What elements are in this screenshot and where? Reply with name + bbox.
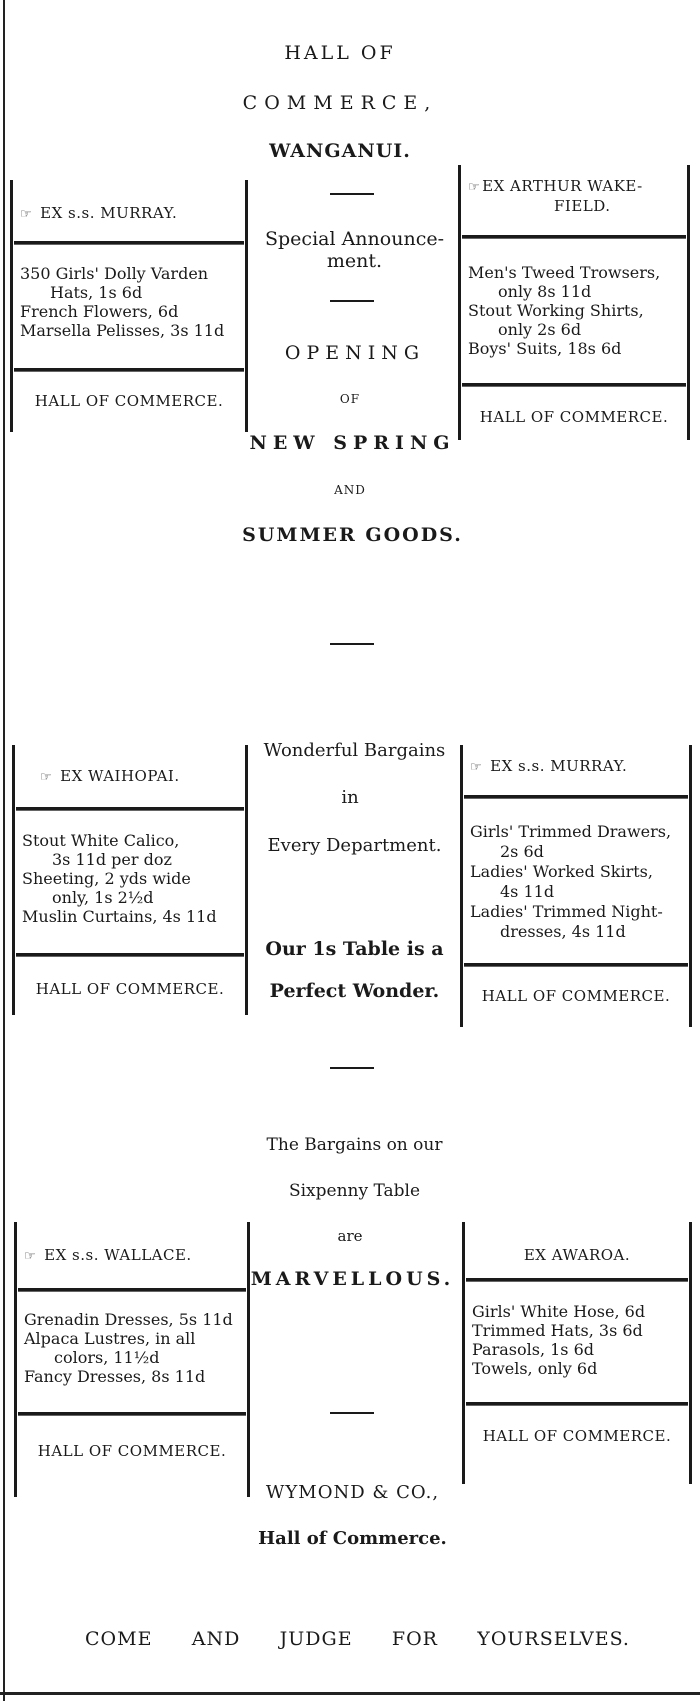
divider — [330, 643, 374, 645]
list-item: Sheeting, 2 yds wide — [22, 869, 191, 888]
summer-goods-heading: SUMMER GOODS. — [242, 524, 463, 546]
marvellous-heading: MARVELLOUS. — [250, 1268, 455, 1290]
box-item-list — [470, 822, 684, 942]
one-shilling-table-line-2: Perfect Wonder. — [269, 980, 440, 1002]
list-item: Boys' Suits, 18s 6d — [468, 339, 622, 358]
divider — [330, 300, 374, 302]
box-footer: HALL OF COMMERCE. — [482, 1427, 672, 1445]
pointing-hand-icon: ☞ — [40, 770, 53, 785]
box-heading: ☞ EX WAIHOPAI. — [40, 767, 180, 785]
list-item: Men's Tweed Trowsers, — [468, 263, 661, 282]
opening-heading: OPENING — [284, 342, 426, 364]
new-spring-heading: NEW SPRING — [249, 432, 456, 454]
come-and-judge-line: COME AND JUDGE FOR YOURSELVES. — [85, 1628, 630, 1650]
box-ex-murray-1 — [10, 180, 248, 432]
divider — [330, 193, 374, 195]
list-item: Fancy Dresses, 8s 11d — [24, 1367, 206, 1386]
list-item: Stout White Calico, — [22, 831, 180, 850]
box-item-list — [468, 263, 682, 358]
list-item: Marsella Pelisses, 3s 11d — [20, 321, 225, 340]
of-text: OF — [339, 392, 361, 406]
pointing-hand-icon: ☞ — [20, 207, 33, 222]
left-column-rule — [3, 0, 5, 1701]
box-heading: ☞ EX ARTHUR WAKE- FIELD. — [468, 177, 643, 215]
header-line-2: COMMERCE, — [242, 92, 438, 114]
box-ex-arthur-wakefield — [458, 165, 690, 440]
list-item: 350 Girls' Dolly Varden — [20, 264, 209, 283]
box-ex-wallace — [14, 1222, 250, 1497]
box-footer: HALL OF COMMERCE. — [34, 392, 224, 410]
divider — [330, 1412, 374, 1414]
hall-of-commerce-sign: Hall of Commerce. — [258, 1528, 447, 1549]
list-item: Trimmed Hats, 3s 6d — [472, 1321, 643, 1340]
box-heading: ☞ EX s.s. MURRAY. — [470, 757, 628, 775]
box-ex-murray-2 — [460, 745, 692, 1027]
list-item: dresses, 4s 11d — [500, 922, 626, 941]
list-item: Girls' White Hose, 6d — [472, 1302, 646, 1321]
list-item: only 2s 6d — [498, 320, 582, 339]
list-item: only 8s 11d — [498, 282, 592, 301]
box-heading: EX AWAROA. — [523, 1246, 631, 1264]
list-item: colors, 11½d — [54, 1348, 160, 1367]
box-footer: HALL OF COMMERCE. — [35, 980, 225, 998]
box-heading: ☞ EX s.s. MURRAY. — [20, 204, 178, 222]
list-item: Girls' Trimmed Drawers, — [470, 822, 672, 841]
one-shilling-table-line-1: Our 1s Table is a — [265, 938, 444, 960]
in-text: in — [341, 787, 359, 808]
and-text: AND — [334, 483, 366, 497]
box-footer: HALL OF COMMERCE. — [479, 408, 669, 426]
list-item: Parasols, 1s 6d — [472, 1340, 595, 1359]
special-announcement: Special Announce- ment. — [265, 228, 444, 272]
header-line-1: HALL OF — [284, 42, 396, 64]
box-item-list — [472, 1302, 684, 1378]
box-item-list — [20, 264, 240, 340]
box-heading: ☞ EX s.s. WALLACE. — [24, 1246, 192, 1264]
bargains-line-2: Sixpenny Table — [288, 1181, 421, 1201]
box-item-list — [24, 1310, 242, 1386]
divider — [330, 1067, 374, 1069]
box-ex-awaroa — [462, 1222, 692, 1484]
list-item: 4s 11d — [500, 882, 555, 901]
box-item-list — [22, 831, 240, 926]
list-item: Muslin Curtains, 4s 11d — [22, 907, 217, 926]
list-item: French Flowers, 6d — [20, 302, 179, 321]
box-footer: HALL OF COMMERCE. — [481, 987, 671, 1005]
list-item: Stout Working Shirts, — [468, 301, 644, 320]
pointing-hand-icon: ☞ — [468, 180, 481, 195]
pointing-hand-icon: ☞ — [24, 1249, 37, 1264]
list-item: Alpaca Lustres, in all — [24, 1329, 196, 1348]
wymond-and-co: WYMOND & CO., — [265, 1482, 440, 1503]
box-footer: HALL OF COMMERCE. — [37, 1442, 227, 1460]
list-item: Ladies' Worked Skirts, — [470, 862, 653, 881]
pointing-hand-icon: ☞ — [470, 760, 483, 775]
bottom-rule — [0, 1692, 700, 1695]
list-item: only, 1s 2½d — [52, 888, 154, 907]
box-ex-waihopai — [12, 745, 248, 1015]
list-item: Towels, only 6d — [472, 1359, 598, 1378]
list-item: Hats, 1s 6d — [50, 283, 143, 302]
every-department: Every Department. — [267, 835, 442, 856]
bargains-line-3: are — [337, 1227, 363, 1245]
list-item: 2s 6d — [500, 842, 544, 861]
list-item: Grenadin Dresses, 5s 11d — [24, 1310, 233, 1329]
list-item: 3s 11d per doz — [52, 850, 172, 869]
bargains-line-1: The Bargains on our — [266, 1135, 443, 1155]
list-item: Ladies' Trimmed Night- — [470, 902, 663, 921]
wonderful-bargains: Wonderful Bargains — [263, 740, 446, 761]
header-line-3: WANGANUI. — [269, 140, 411, 162]
